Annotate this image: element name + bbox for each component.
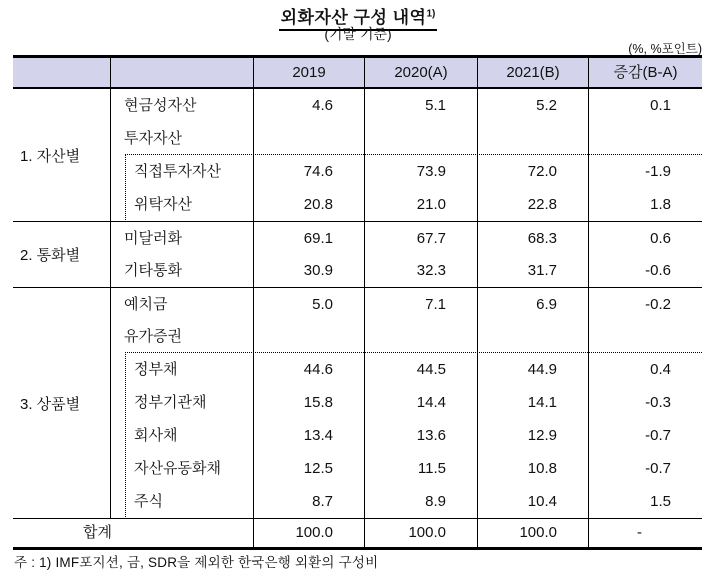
value-cell: 4.6 xyxy=(253,89,364,122)
value-cell: 13.6 xyxy=(364,419,477,452)
row-label: 주식 xyxy=(110,485,253,518)
value-cell: 0.1 xyxy=(588,89,702,122)
value-cell xyxy=(364,122,477,155)
dotted-divider-left-securities-subgroup xyxy=(125,352,126,517)
row-label: 자산유동화채 xyxy=(110,452,253,485)
value-cell: 44.9 xyxy=(477,353,588,386)
value-cell: 5.0 xyxy=(253,287,364,320)
dotted-divider-top-securities-subgroup xyxy=(125,352,702,353)
value-cell: 5.2 xyxy=(477,89,588,122)
header-cell-2021: 2021(B) xyxy=(477,58,588,89)
value-cell: 32.3 xyxy=(364,254,477,287)
value-cell: -0.6 xyxy=(588,254,702,287)
value-cell: 6.9 xyxy=(477,287,588,320)
value-cell: 15.8 xyxy=(253,386,364,419)
value-cell: 30.9 xyxy=(253,254,364,287)
value-cell: 73.9 xyxy=(364,155,477,188)
dotted-divider-left-investment-subgroup xyxy=(125,154,126,220)
value-cell: 44.6 xyxy=(253,353,364,386)
value-cell: 8.9 xyxy=(364,485,477,518)
value-cell: 14.4 xyxy=(364,386,477,419)
value-cell xyxy=(588,320,702,353)
total-value-cell: 100.0 xyxy=(253,518,364,547)
value-cell xyxy=(253,122,364,155)
section-label-currency: 2. 통화별 xyxy=(13,221,110,287)
row-label: 직접투자자산 xyxy=(110,155,253,188)
header-cell-section xyxy=(13,58,110,89)
unit-note: (%, %포인트) xyxy=(628,42,702,56)
total-value-cell: - xyxy=(588,518,702,547)
row-label: 미달러화 xyxy=(110,221,253,254)
header-cell-2019: 2019 xyxy=(253,58,364,89)
value-cell: -1.9 xyxy=(588,155,702,188)
value-cell: 5.1 xyxy=(364,89,477,122)
title-footnote-marker: 1) xyxy=(426,8,436,20)
row-label: 기타통화 xyxy=(110,254,253,287)
value-cell: 67.7 xyxy=(364,221,477,254)
header-cell-2020: 2020(A) xyxy=(364,58,477,89)
fx-asset-table xyxy=(13,55,702,550)
section-label-assets: 1. 자산별 xyxy=(20,147,81,165)
value-cell: -0.2 xyxy=(588,287,702,320)
value-cell: 74.6 xyxy=(253,155,364,188)
value-cell: 10.4 xyxy=(477,485,588,518)
subtitle xyxy=(0,24,716,44)
total-label xyxy=(13,518,253,547)
value-cell: 11.5 xyxy=(364,452,477,485)
value-cell: -0.7 xyxy=(588,452,702,485)
value-cell: 31.7 xyxy=(477,254,588,287)
section-label-products: 3. 상품별 xyxy=(13,287,110,518)
value-cell: 0.4 xyxy=(588,353,702,386)
header-cell-item xyxy=(110,58,253,89)
value-cell: 1.5 xyxy=(588,485,702,518)
row-label: 회사채 xyxy=(110,419,253,452)
value-cell: 14.1 xyxy=(477,386,588,419)
value-cell: 12.5 xyxy=(253,452,364,485)
value-cell xyxy=(588,122,702,155)
value-cell: 69.1 xyxy=(253,221,364,254)
value-cell: 8.7 xyxy=(253,485,364,518)
row-label: 정부채 xyxy=(110,353,253,386)
value-cell: 21.0 xyxy=(364,188,477,221)
title-text: 외화자산 구성 내역 xyxy=(280,8,427,27)
row-label: 위탁자산 xyxy=(110,188,253,221)
row-label: 투자자산 xyxy=(110,122,253,155)
value-cell: 44.5 xyxy=(364,353,477,386)
total-value-cell: 100.0 xyxy=(477,518,588,547)
dotted-divider-top-investment-subgroup xyxy=(125,154,702,155)
value-cell: 22.8 xyxy=(477,188,588,221)
value-cell: 10.8 xyxy=(477,452,588,485)
value-cell: 12.9 xyxy=(477,419,588,452)
value-cell: 72.0 xyxy=(477,155,588,188)
row-label: 유가증권 xyxy=(110,320,253,353)
value-cell: 20.8 xyxy=(253,188,364,221)
value-cell: 68.3 xyxy=(477,221,588,254)
row-label: 정부기관채 xyxy=(110,386,253,419)
value-cell: -0.7 xyxy=(588,419,702,452)
value-cell: -0.3 xyxy=(588,386,702,419)
row-label: 예치금 xyxy=(110,287,253,320)
value-cell xyxy=(477,122,588,155)
header-cell-change: 증감(B-A) xyxy=(588,58,702,89)
subtitle-text: (기말 기준) xyxy=(324,26,392,42)
value-cell xyxy=(477,320,588,353)
total-value-cell: 100.0 xyxy=(364,518,477,547)
value-cell xyxy=(253,320,364,353)
total-label-text: 합계 xyxy=(83,524,112,541)
row-label: 현금성자산 xyxy=(110,89,253,122)
value-cell: 0.6 xyxy=(588,221,702,254)
value-cell: 7.1 xyxy=(364,287,477,320)
value-cell: 1.8 xyxy=(588,188,702,221)
value-cell xyxy=(364,320,477,353)
value-cell: 13.4 xyxy=(253,419,364,452)
footnote: 주 : 1) IMF포지션, 금, SDR을 제외한 한국은행 외환의 구성비 xyxy=(14,555,379,570)
